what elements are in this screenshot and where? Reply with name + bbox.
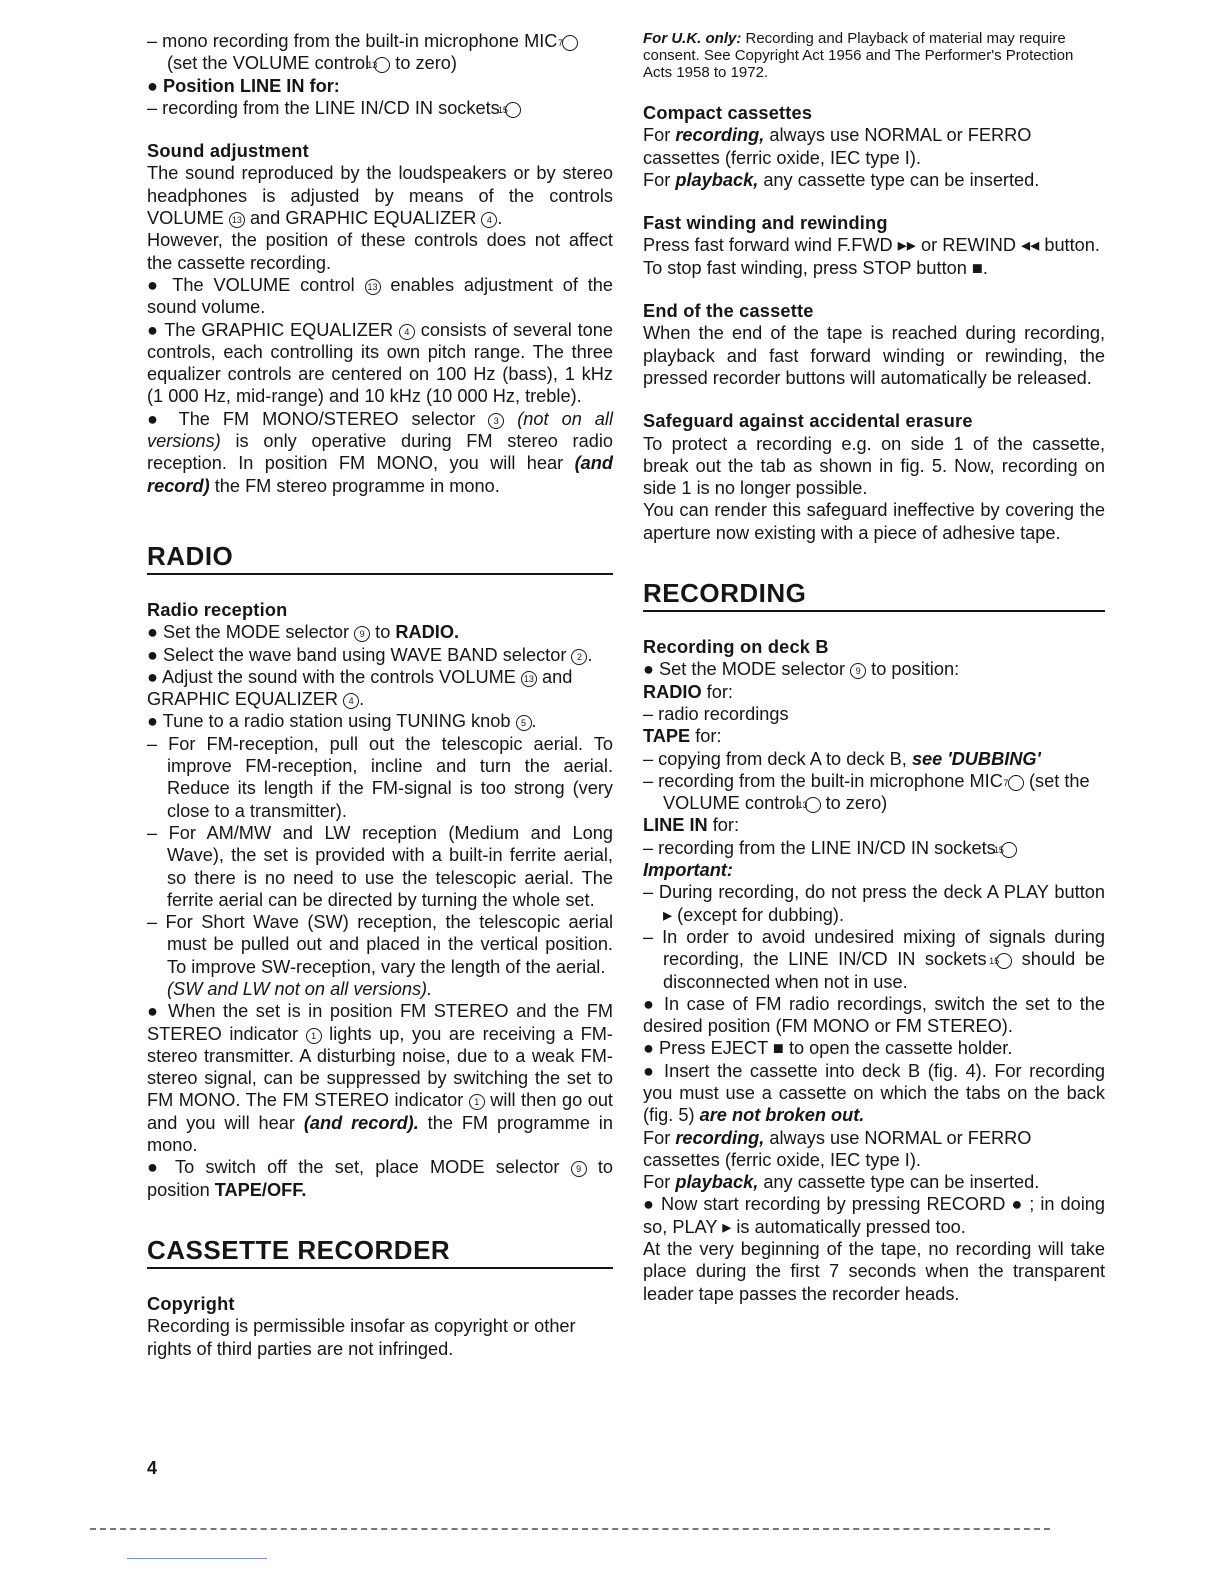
compact-playback-text: For playback, any cassette type can be inserted. — [643, 169, 1040, 190]
ref-circle: 9 — [354, 626, 370, 642]
ref-circle: 13 — [229, 212, 245, 228]
copyright-text: Recording is permissible insofar as copyright or other rights of third parties are not infringed. — [147, 1316, 576, 1359]
radio-switch-off-bullet: ● To switch off the set, place MODE selector 9 to position TAPE/OFF. — [147, 1157, 613, 1200]
left-column — [147, 30, 613, 1360]
ref-circle: 9 — [850, 663, 866, 679]
page-number: 4 — [147, 1458, 158, 1478]
recording-deck-b-heading: Recording on deck B — [643, 637, 829, 658]
ref-circle: 13 — [805, 797, 821, 813]
safeguard-text-2: You can render this safeguard ineffective by covering the aperture now existing with a piece of adhesive tape. — [643, 500, 1105, 543]
ref-circle: 3 — [488, 413, 504, 429]
ref-circle: 1 — [469, 1094, 485, 1110]
intro-line-item: – recording from the LINE IN/CD IN sockets 15 — [147, 97, 613, 119]
compact-recording-text: For recording, always use NORMAL or FERRO cassettes (ferric oxide, IEC type I). — [643, 125, 1032, 168]
radio-versions-note: (SW and LW not on all versions). — [167, 978, 433, 999]
end-of-cassette-text: When the end of the tape is reached during recording, playback and fast forward winding or rewinding, the pressed recorder buttons will automatically be released. — [643, 323, 1105, 388]
sound-bullet-equalizer: ● The GRAPHIC EQUALIZER 4 consists of several tone controls, each controlling its own pitch range. The three equalizer controls are centered on 100 Hz (bass), 1 kHz (1 000 Hz, mid-range) and 10 kHz (10 000 Hz, treble). — [147, 319, 614, 407]
ref-circle: 4 — [481, 212, 497, 228]
radio-sw-reception: – For Short Wave (SW) reception, the telescopic aerial must be pulled out and placed in the vertical position. To improve SW-reception, vary the length of the aerial. — [147, 912, 613, 977]
radio-step-mode: ● Set the MODE selector 9 to RADIO. — [147, 622, 460, 643]
intro-line-bullet: ● Position LINE IN for: — [147, 75, 340, 96]
fast-winding-text: Press fast forward wind F.FWD ▸▸ or REWIND ◂◂ button. — [643, 235, 1100, 256]
recording-tape-dubbing-item: – copying from deck A to deck B, see 'DUBBING' — [643, 748, 1041, 769]
radio-fm-reception: – For FM-reception, pull out the telescopic aerial. To improve FM-reception, incline and turn the aerial. Reduce its length if the FM-signal is too strong (very close to a transmitter). — [147, 733, 613, 821]
ref-circle: 1 — [306, 1028, 322, 1044]
safeguard-text-1: To protect a recording e.g. on side 1 of the cassette, break out the tab as shown in fig. 5. Now, recording on side 1 is no longer possible. — [643, 433, 1105, 499]
recording-playback-text: For playback, any cassette type can be inserted. — [643, 1172, 1040, 1193]
recording-eject-bullet: ● Press EJECT ■ to open the cassette holder. — [643, 1038, 1013, 1059]
scan-artifact-line — [90, 1528, 1050, 1530]
end-of-cassette-heading: End of the cassette — [643, 301, 814, 322]
ref-circle: 13 — [521, 671, 537, 687]
important-label: Important: — [643, 860, 733, 881]
recording-fm-bullet: ● In case of FM radio recordings, switch the set to the desired position (FM MONO or FM STEREO). — [643, 993, 1105, 1037]
radio-fm-stereo-bullet: ● When the set is in position FM STEREO and the FM STEREO indicator 1 lights up, you are receiving a FM-stereo transmitter. A disturbing noise, due to a weak FM-stereo signal, can be suppressed by switching the set to FM MONO. The FM STEREO indicator 1 will then go out and you will hear (and record). the FM programme in mono. — [147, 1001, 613, 1156]
uk-only-note: For U.K. only: Recording and Playback of material may require consent. See Copyright Act 1956 and The Performer's Protection Acts 1958 to 1972. — [643, 30, 1074, 81]
ref-circle: 15 — [996, 953, 1012, 969]
ref-circle: 13 — [365, 279, 381, 295]
recording-radio-item: – radio recordings — [643, 703, 789, 724]
sound-paragraph-1: The sound reproduced by the loudspeakers or by stereo headphones is adjusted by means of the controls VOLUME 13 and GRAPHIC EQUALIZER 4 . — [147, 163, 613, 229]
fast-winding-stop-text: To stop fast winding, press STOP button ■. — [643, 257, 988, 278]
recording-section-title: RECORDING — [643, 578, 1105, 612]
recording-line-in-item: – recording from the LINE IN/CD IN sockets 15 — [643, 837, 1105, 859]
recording-start-bullet: ● Now start recording by pressing RECORD ● ; in doing so, PLAY ▸ is automatically pressed too. — [643, 1194, 1105, 1237]
ref-circle: 9 — [571, 1161, 587, 1177]
ref-circle: 7 — [562, 35, 578, 51]
important-item-sockets: – In order to avoid undesired mixing of signals during recording, the LINE IN/CD IN sockets 15 should be disconnected when not in use. — [643, 926, 1105, 992]
safeguard-heading: Safeguard against accidental erasure — [643, 411, 973, 432]
radio-section-title: RADIO — [147, 541, 613, 575]
cassette-recorder-section-title: CASSETTE RECORDER — [147, 1235, 613, 1269]
sound-bullet-fm-mono: ● The FM MONO/STEREO selector 3 (not on all versions) is only operative during FM stereo radio reception. In position FM MONO, you will hear (and record) the FM stereo programme in mono. — [147, 408, 613, 496]
radio-am-lw-reception: – For AM/MW and LW reception (Medium and Long Wave), the set is provided with a built-in ferrite aerial, so there is no need to use the telescopic aerial. The ferrite aerial can be directed by turning the whole set. — [147, 822, 613, 910]
recording-leader-tape-text: At the very beginning of the tape, no recording will take place during the first 7 seconds when the transparent leader tape passes the recorder heads. — [643, 1239, 1105, 1304]
intro-mono-item: – mono recording from the built-in microphone MIC 7 (set the VOLUME control 13 to zero) — [147, 30, 613, 75]
radio-reception-heading: Radio reception — [147, 599, 288, 620]
fast-winding-heading: Fast winding and rewinding — [643, 213, 888, 234]
recording-radio-label: RADIO for: — [643, 681, 733, 702]
scan-artifact-blue-line — [127, 1558, 267, 1559]
radio-step-sound: ● Adjust the sound with the controls VOLUME 13 and GRAPHIC EQUALIZER 4 . — [147, 666, 573, 710]
ref-circle: 15 — [1001, 842, 1017, 858]
recording-cassette-type-text: For recording, always use NORMAL or FERRO cassettes (ferric oxide, IEC type I). — [643, 1127, 1032, 1170]
ref-circle: 7 — [1008, 775, 1024, 791]
sound-bullet-volume: ● The VOLUME control 13 enables adjustment of the sound volume. — [147, 274, 613, 318]
sound-paragraph-2: However, the position of these controls does not affect the cassette recording. — [147, 230, 613, 273]
recording-tape-label: TAPE for: — [643, 726, 722, 747]
compact-cassettes-heading: Compact cassettes — [643, 103, 813, 123]
sound-adjustment-heading: Sound adjustment — [147, 141, 309, 162]
ref-circle: 2 — [571, 649, 587, 665]
ref-circle: 5 — [516, 715, 532, 731]
ref-circle: 4 — [399, 324, 415, 340]
recording-insert-bullet: ● Insert the cassette into deck B (fig. 4). For recording you must use a cassette on which the tabs on the back (fig. 5) are not broken out. — [643, 1060, 1105, 1126]
recording-line-in-label: LINE IN for: — [643, 815, 740, 836]
ref-circle: 15 — [505, 102, 521, 118]
copyright-heading: Copyright — [147, 1293, 235, 1314]
radio-step-tune: ● Tune to a radio station using TUNING knob 5 . — [147, 711, 537, 732]
important-item-play: – During recording, do not press the deck A PLAY button ▸ (except for dubbing). — [643, 882, 1105, 925]
recording-tape-mic-item: – recording from the built-in microphone MIC 7 (set the VOLUME control 13 to zero) — [643, 770, 1090, 814]
right-column — [643, 30, 1105, 1305]
ref-circle: 13 — [374, 57, 390, 73]
ref-circle: 4 — [343, 693, 359, 709]
recording-step-mode: ● Set the MODE selector 9 to position: — [643, 659, 960, 680]
radio-step-waveband: ● Select the wave band using WAVE BAND selector 2 . — [147, 644, 593, 665]
